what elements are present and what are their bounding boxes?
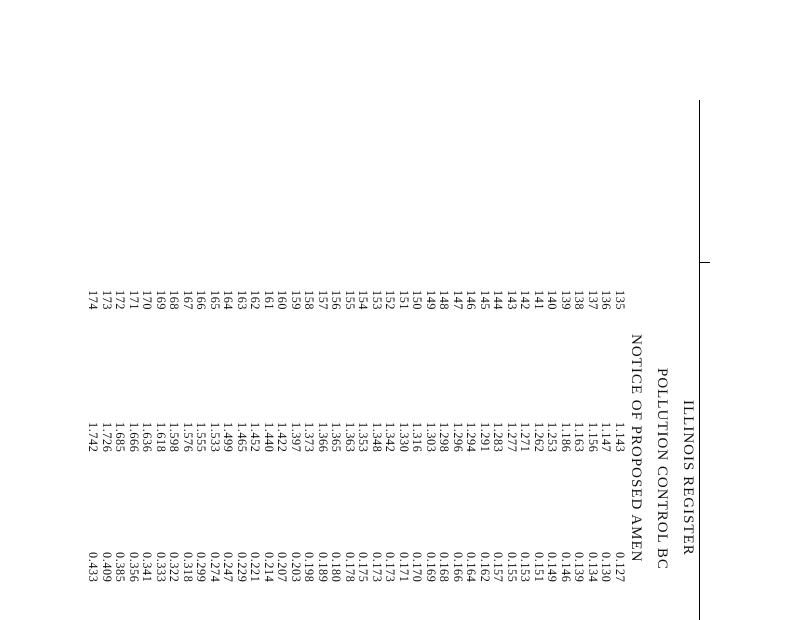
index-cell: 147 <box>451 290 465 311</box>
value-2-cell: 0.139 <box>572 552 587 583</box>
index-cell: 155 <box>343 290 357 311</box>
value-1-cell: 1.555 <box>194 422 209 453</box>
index-cell: 173 <box>100 290 114 311</box>
table-column-index <box>86 290 626 350</box>
value-2-cell: 0.214 <box>262 552 276 583</box>
index-cell: 154 <box>356 290 371 311</box>
value-1-cell: 1.533 <box>208 422 222 453</box>
value-1-cell: 1.348 <box>370 422 384 453</box>
value-2-cell: 0.333 <box>154 552 168 583</box>
index-cell: 148 <box>437 290 452 311</box>
value-1-cell: 1.186 <box>559 422 573 453</box>
index-cell: 166 <box>194 290 209 311</box>
value-1-cell: 1.353 <box>356 422 371 453</box>
value-2-cell: 0.169 <box>424 552 438 583</box>
value-1-cell: 1.291 <box>478 422 492 453</box>
value-2-cell: 0.385 <box>113 552 128 583</box>
value-1-cell: 1.636 <box>140 422 155 453</box>
value-2-cell: 0.134 <box>586 552 600 583</box>
value-1-cell: 1.262 <box>532 422 546 453</box>
value-1-cell: 1.253 <box>545 422 560 453</box>
index-cell: 170 <box>140 290 155 311</box>
value-2-cell: 0.157 <box>491 552 506 583</box>
index-cell: 165 <box>208 290 222 311</box>
header-rule <box>699 100 700 620</box>
value-2-cell: 0.170 <box>410 552 425 583</box>
value-2-cell: 0.198 <box>302 552 317 583</box>
value-2-cell: 0.247 <box>221 552 236 583</box>
value-1-cell: 1.397 <box>289 422 303 453</box>
index-cell: 145 <box>478 290 492 311</box>
value-1-cell: 1.365 <box>329 422 344 453</box>
index-cell: 150 <box>410 290 425 311</box>
value-1-cell: 1.156 <box>586 422 600 453</box>
index-cell: 140 <box>545 290 560 311</box>
rotated-document-page <box>86 100 714 620</box>
index-cell: 136 <box>599 290 614 311</box>
value-1-cell: 1.342 <box>383 422 398 453</box>
board-title: POLLUTION CONTROL BC <box>654 368 670 570</box>
index-cell: 135 <box>613 290 627 311</box>
value-2-cell: 0.221 <box>248 552 263 583</box>
value-1-cell: 1.465 <box>235 422 249 453</box>
index-cell: 144 <box>491 290 506 311</box>
index-cell: 174 <box>86 290 101 311</box>
value-2-cell: 0.130 <box>599 552 614 583</box>
value-2-cell: 0.203 <box>289 552 303 583</box>
value-1-cell: 1.283 <box>491 422 506 453</box>
index-cell: 151 <box>397 290 411 311</box>
value-2-cell: 0.155 <box>505 552 519 583</box>
index-cell: 139 <box>559 290 573 311</box>
value-2-cell: 0.409 <box>100 552 114 583</box>
value-1-cell: 1.163 <box>572 422 587 453</box>
index-cell: 138 <box>572 290 587 311</box>
index-cell: 157 <box>316 290 330 311</box>
value-1-cell: 1.277 <box>505 422 519 453</box>
value-1-cell: 1.726 <box>100 422 114 453</box>
index-cell: 137 <box>586 290 600 311</box>
value-2-cell: 0.166 <box>451 552 465 583</box>
value-2-cell: 0.178 <box>343 552 357 583</box>
index-cell: 169 <box>154 290 168 311</box>
value-2-cell: 0.162 <box>478 552 492 583</box>
index-cell: 149 <box>424 290 438 311</box>
value-2-cell: 0.171 <box>397 552 411 583</box>
index-cell: 168 <box>167 290 182 311</box>
value-2-cell: 0.433 <box>86 552 101 583</box>
value-2-cell: 0.146 <box>559 552 573 583</box>
register-title: ILLINOIS REGISTER <box>680 400 696 556</box>
value-1-cell: 1.499 <box>221 422 236 453</box>
value-1-cell: 1.147 <box>599 422 614 453</box>
value-1-cell: 1.373 <box>302 422 317 453</box>
value-1-cell: 1.296 <box>451 422 465 453</box>
value-1-cell: 1.294 <box>464 422 479 453</box>
table-column-value-1 <box>86 422 626 482</box>
value-1-cell: 1.440 <box>262 422 276 453</box>
value-2-cell: 0.356 <box>127 552 141 583</box>
value-1-cell: 1.685 <box>113 422 128 453</box>
value-2-cell: 0.299 <box>194 552 209 583</box>
value-2-cell: 0.274 <box>208 552 222 583</box>
value-2-cell: 0.153 <box>518 552 533 583</box>
value-1-cell: 1.298 <box>437 422 452 453</box>
value-2-cell: 0.173 <box>383 552 398 583</box>
index-cell: 160 <box>275 290 290 311</box>
index-cell: 142 <box>518 290 533 311</box>
value-1-cell: 1.143 <box>613 422 627 453</box>
index-cell: 162 <box>248 290 263 311</box>
value-2-cell: 0.180 <box>329 552 344 583</box>
value-1-cell: 1.271 <box>518 422 533 453</box>
header-rule-tick <box>700 262 710 263</box>
value-1-cell: 1.666 <box>127 422 141 453</box>
index-cell: 172 <box>113 290 128 311</box>
value-2-cell: 0.168 <box>437 552 452 583</box>
value-2-cell: 0.164 <box>464 552 479 583</box>
value-1-cell: 1.576 <box>181 422 195 453</box>
value-2-cell: 0.151 <box>532 552 546 583</box>
value-1-cell: 1.598 <box>167 422 182 453</box>
value-2-cell: 0.173 <box>370 552 384 583</box>
value-1-cell: 1.618 <box>154 422 168 453</box>
value-1-cell: 1.452 <box>248 422 263 453</box>
value-2-cell: 0.318 <box>181 552 195 583</box>
index-cell: 163 <box>235 290 249 311</box>
index-cell: 143 <box>505 290 519 311</box>
table-column-value-2 <box>86 552 626 612</box>
value-2-cell: 0.175 <box>356 552 371 583</box>
index-cell: 141 <box>532 290 546 311</box>
value-2-cell: 0.149 <box>545 552 560 583</box>
index-cell: 152 <box>383 290 398 311</box>
value-2-cell: 0.341 <box>140 552 155 583</box>
value-1-cell: 1.330 <box>397 422 411 453</box>
value-1-cell: 1.303 <box>424 422 438 453</box>
value-2-cell: 0.207 <box>275 552 290 583</box>
value-2-cell: 0.127 <box>613 552 627 583</box>
index-cell: 171 <box>127 290 141 311</box>
index-cell: 156 <box>329 290 344 311</box>
value-2-cell: 0.229 <box>235 552 249 583</box>
index-cell: 159 <box>289 290 303 311</box>
index-cell: 161 <box>262 290 276 311</box>
value-2-cell: 0.189 <box>316 552 330 583</box>
index-cell: 164 <box>221 290 236 311</box>
value-1-cell: 1.742 <box>86 422 101 453</box>
index-cell: 153 <box>370 290 384 311</box>
value-1-cell: 1.366 <box>316 422 330 453</box>
value-1-cell: 1.422 <box>275 422 290 453</box>
index-cell: 146 <box>464 290 479 311</box>
notice-title: NOTICE OF PROPOSED AMEN <box>628 334 644 563</box>
index-cell: 167 <box>181 290 195 311</box>
value-1-cell: 1.316 <box>410 422 425 453</box>
value-1-cell: 1.363 <box>343 422 357 453</box>
index-cell: 158 <box>302 290 317 311</box>
value-2-cell: 0.322 <box>167 552 182 583</box>
